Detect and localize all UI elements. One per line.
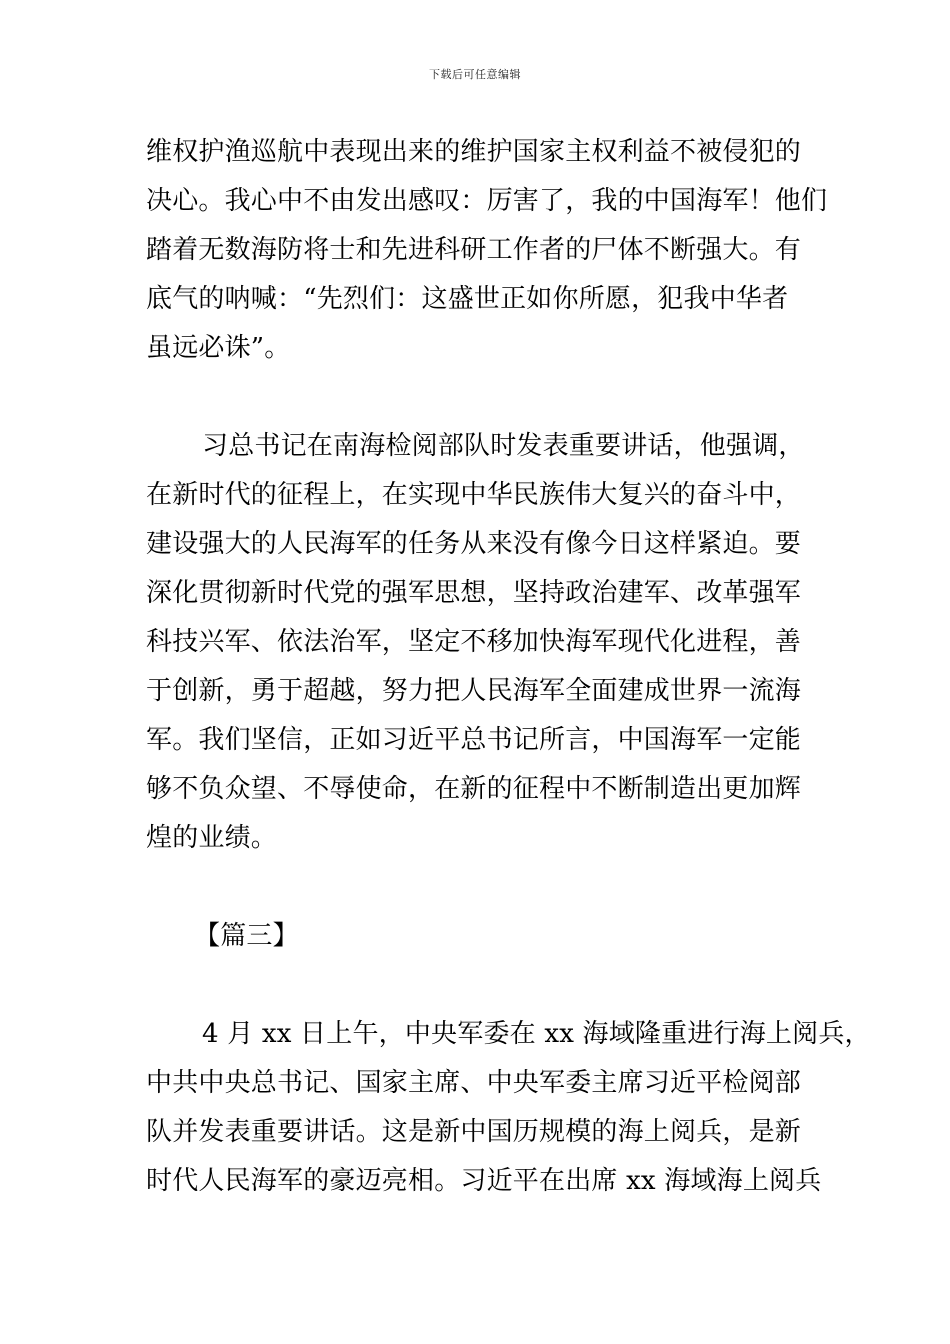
text-line: 够不负众望、不辱使命，在新的征程中不断制造出更加辉 (146, 774, 802, 804)
paragraph-gap (146, 863, 808, 912)
paragraph-2 (146, 422, 808, 863)
text-line: 虽远必诛”。 (146, 333, 291, 363)
text-line: 中共中央总书记、国家主席、中央军委主席习近平检阅部 (146, 1068, 802, 1098)
paragraph-gap (146, 373, 808, 422)
paragraph-gap (146, 961, 808, 1010)
text-line: 科技兴军、依法治军，坚定不移加快海军现代化进程，善 (146, 627, 802, 657)
text-line: 决心。我心中不由发出感叹：厉害了，我的中国海军！他们 (146, 186, 828, 216)
page-header: 下载后可任意编辑 (429, 68, 521, 81)
text-line: 习总书记在南海检阅部队时发表重要讲话，他强调， (202, 431, 805, 461)
text-line: 军。我们坚信，正如习近平总书记所言，中国海军一定能 (146, 725, 802, 755)
text-line: 踏着无数海防将士和先进科研工作者的尸体不断强大。有 (146, 235, 802, 265)
text-line: 底气的呐喊：“先烈们：这盛世正如你所愿，犯我中华者 (146, 284, 789, 314)
section-heading (146, 912, 808, 961)
text-line: 4 月 xx 日上午，中央军委在 xx 海域隆重进行海上阅兵， (202, 1019, 871, 1049)
text-line: 建设强大的人民海军的任务从来没有像今日这样紧迫。要 (146, 529, 802, 559)
paragraph-3 (146, 1010, 871, 1206)
text-line: 时代人民海军的豪迈亮相。习近平在出席 xx 海域海上阅兵 (146, 1166, 822, 1196)
text-line: 煌的业绩。 (146, 823, 278, 853)
text-line: 在新时代的征程上，在实现中华民族伟大复兴的奋斗中， (146, 480, 802, 510)
text-line: 维权护渔巡航中表现出来的维护国家主权利益不被侵犯的 (146, 137, 802, 167)
document-body (146, 128, 871, 1206)
paragraph-1 (146, 128, 828, 373)
text-line: 深化贯彻新时代党的强军思想，坚持政治建军、改革强军 (146, 578, 802, 608)
text-line: 队并发表重要讲话。这是新中国历规模的海上阅兵，是新 (146, 1117, 802, 1147)
text-line: 于创新，勇于超越，努力把人民海军全面建成世界一流海 (146, 676, 802, 706)
section-title: 【篇三】 (194, 921, 299, 951)
